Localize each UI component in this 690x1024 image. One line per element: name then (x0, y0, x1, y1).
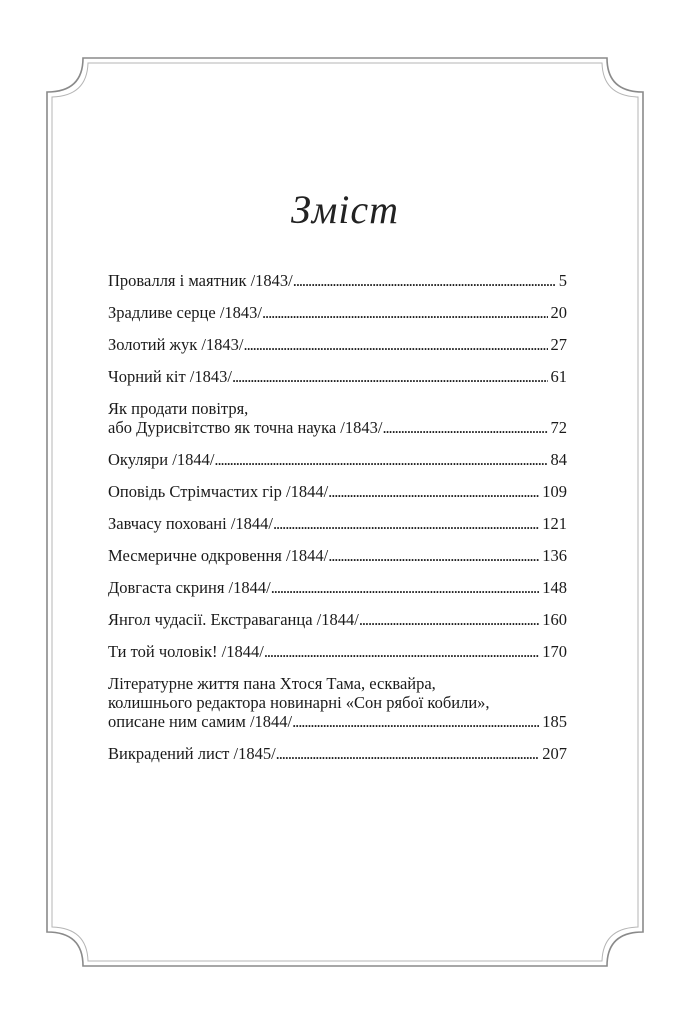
toc-entry (108, 610, 567, 629)
dot-leader (244, 335, 548, 354)
toc-entry-title: Чорний кіт /1843/ (108, 367, 232, 386)
toc-entry-title: Завчасу поховані /1844/ (108, 514, 273, 533)
dot-leader (214, 450, 547, 469)
toc-entry-title: Ти той чоловік! /1844/ (108, 642, 264, 661)
toc-entry-title: Провалля і маятник /1843/ (108, 271, 293, 290)
dot-leader (264, 642, 539, 661)
toc-entry-title: Оповідь Стрімчастих гір /1844/ (108, 482, 329, 501)
dot-leader (328, 546, 539, 565)
toc-entry-title: Золотий жук /1843/ (108, 335, 244, 354)
dot-leader (232, 367, 548, 386)
toc-entry-title-line: Як продати повітря, (108, 399, 249, 418)
toc-page-number: 5 (558, 271, 567, 290)
dot-leader (271, 578, 540, 597)
toc-entry-title: або Дурисвітство як точна наука /1843/ (108, 418, 383, 437)
toc-page-number: 121 (542, 514, 567, 533)
dot-leader (359, 610, 539, 629)
toc-page-number: 61 (550, 367, 567, 386)
toc-page-number: 170 (542, 642, 567, 661)
toc-entry-title: Янгол чудасії. Екстраваганца /1844/ (108, 610, 359, 629)
toc-entry-title: Зрадливе серце /1843/ (108, 303, 262, 322)
toc-entry-title: Окуляри /1844/ (108, 450, 215, 469)
dot-leader (328, 482, 539, 501)
toc-page-number: 109 (542, 482, 567, 501)
dot-leader (293, 271, 556, 290)
toc-entry (108, 578, 567, 597)
toc-page-number: 185 (542, 712, 567, 731)
toc-entry (108, 271, 567, 290)
toc-page-number: 20 (550, 303, 567, 322)
toc-entry (108, 450, 567, 469)
dot-leader (382, 418, 547, 437)
toc-page-number: 148 (542, 578, 567, 597)
toc-entry-title: описане ним самим /1844/ (108, 712, 293, 731)
toc-entry (108, 514, 567, 533)
toc-entry (108, 546, 567, 565)
toc-entry-title-line: колишнього редактора новинарні «Сон рябої кобили», (108, 693, 490, 712)
dot-leader (273, 514, 539, 533)
dot-leader (262, 303, 548, 322)
dot-leader (292, 712, 539, 731)
toc-page-number: 72 (550, 418, 567, 437)
toc-page-number: 160 (542, 610, 567, 629)
toc-entry-title: Довгаста скриня /1844/ (108, 578, 271, 597)
toc-page-number: 27 (550, 335, 567, 354)
dot-leader (276, 744, 540, 763)
toc-entry-title: Викрадений лист /1845/ (108, 744, 276, 763)
toc-page-number: 84 (550, 450, 567, 469)
toc-entry (108, 744, 567, 763)
page-title: Зміст (290, 187, 400, 232)
toc-entry (108, 335, 567, 354)
toc-entry (108, 367, 567, 386)
toc-page-number: 207 (542, 744, 567, 763)
toc-entry (108, 674, 567, 731)
toc-entry (108, 399, 567, 437)
toc-entry (108, 482, 567, 501)
table-of-contents (108, 271, 567, 776)
toc-entry (108, 303, 567, 322)
toc-entry-title-line: Літературне життя пана Хтося Тама, есквайра, (108, 674, 436, 693)
toc-entry (108, 642, 567, 661)
toc-page-number: 136 (542, 546, 567, 565)
toc-entry-title: Месмеричне одкровення /1844/ (108, 546, 329, 565)
